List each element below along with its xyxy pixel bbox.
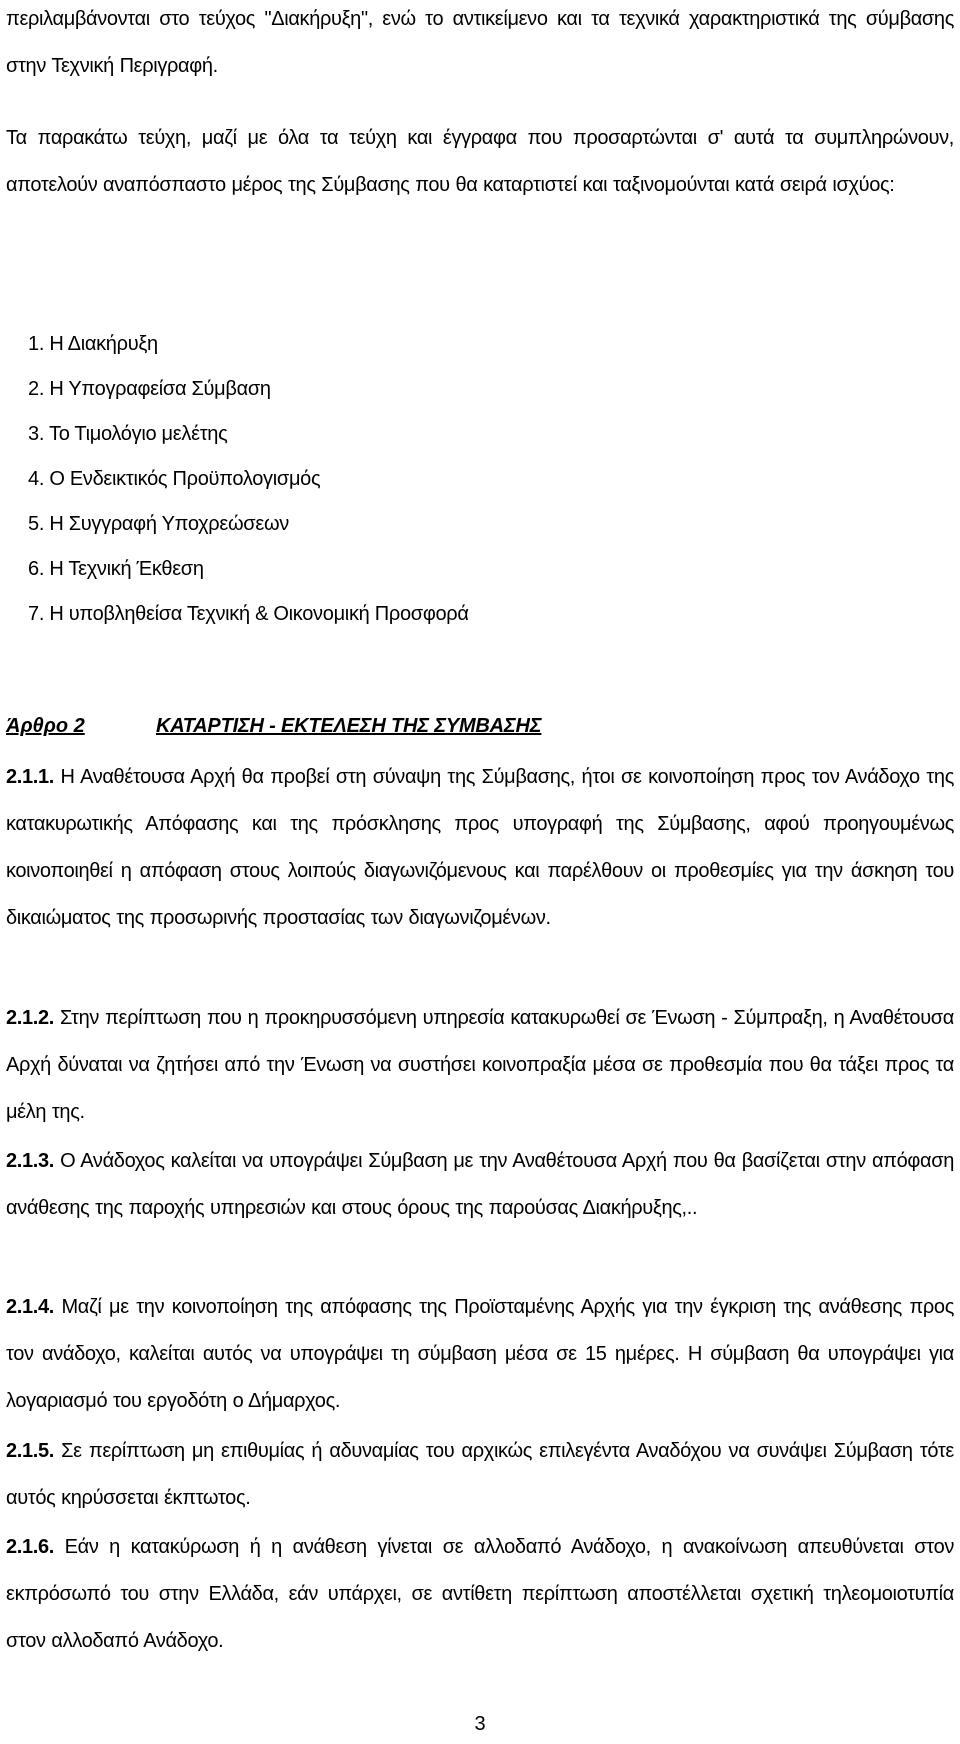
list-item: 1. Η Διακήρυξη [28, 333, 158, 355]
article-label: Άρθρο 2 [6, 715, 85, 737]
clause-text: Εάν η κατακύρωση ή η ανάθεση γίνεται σε αλλοδαπό Ανάδοχο, η ανακοίνωση απευθύνεται στον εκπρόσωπό του στην Ελλάδα, εάν υπάρχει, σε αντίθετη περίπτωση αποστέλλεται σχετική τηλεομοιοτυπία στον αλλοδαπό Ανάδοχο. [6, 1536, 954, 1652]
article-title: ΚΑΤΑΡΤΙΣΗ - ΕΚΤΕΛΕΣΗ ΤΗΣ ΣΥΜΒΑΣΗΣ [156, 715, 542, 737]
list-item: 3. Το Τιμολόγιο μελέτης [28, 423, 228, 445]
clause-2-1-5 [6, 1428, 954, 1522]
list-item: 5. Η Συγγραφή Υποχρεώσεων [28, 513, 289, 535]
clause-text: Ο Ανάδοχος καλείται να υπογράψει Σύμβαση με την Αναθέτουσα Αρχή που θα βασίζεται στην απόφαση ανάθεσης της παροχής υπηρεσιών και στους όρους της παρούσας Διακήρυξης,.. [6, 1150, 954, 1219]
intro-fragment: περιλαμβάνονται στο τεύχος "Διακήρυξη", ενώ το αντικείμενο και τα τεχνικά χαρακτηριστικά της σύμβασης στην Τεχνική Περιγραφή. [6, 8, 954, 77]
page-number: 3 [474, 1713, 486, 1735]
clause-2-1-1 [6, 754, 954, 942]
list-item: 6. Η Τεχνική Έκθεση [28, 558, 204, 580]
clause-number: 2.1.3. [6, 1150, 54, 1172]
clause-text: Η Αναθέτουσα Αρχή θα προβεί στη σύναψη της Σύμβασης, ήτοι σε κοινοποίηση προς τον Ανάδοχο της κατακυρωτικής Απόφασης και της πρόσκλησης προς υπογραφή της Σύμβασης, αφού προηγουμένως κοινοποιηθεί η απόφαση στους λοιπούς διαγωνιζόμενους και παρέλθουν οι προθεσμίες για την άσκηση του δικαιώματος της προσωρινής προστασίας των διαγωνιζομένων. [6, 766, 954, 929]
documents-paragraph: Τα παρακάτω τεύχη, μαζί με όλα τα τεύχη και έγγραφα που προσαρτώνται σ' αυτά τα συμπληρώνουν, αποτελούν αναπόσπαστο μέρος της Σύμβασης που θα καταρτιστεί και ταξινομούνται κατά σειρά ισχύος: [6, 127, 954, 196]
documents-list [28, 322, 469, 637]
clause-number: 2.1.2. [6, 1007, 54, 1029]
article-heading [6, 711, 954, 741]
clause-number: 2.1.4. [6, 1296, 54, 1318]
clause-text: Μαζί με την κοινοποίηση της απόφασης της Προϊσταμένης Αρχής για την έγκριση της ανάθεσης προς τον ανάδοχο, καλείται αυτός να υπογράψει τη σύμβαση μέσα σε 15 ημέρες. Η σύμβαση θα υπογράψει για λογαριασμό του εργοδότη ο Δήμαρχος. [6, 1296, 954, 1412]
list-item: 7. Η υποβληθείσα Τεχνική & Οικονομική Προσφορά [28, 603, 469, 625]
clause-number: 2.1.1. [6, 766, 54, 788]
clause-text: Στην περίπτωση που η προκηρυσσόμενη υπηρεσία κατακυρωθεί σε Ένωση - Σύμπραξη, η Αναθέτουσα Αρχή δύναται να ζητήσει από την Ένωση να συστήσει κοινοπραξία μέσα σε προθεσμία που θα τάξει προς τα μέλη της. [6, 1007, 954, 1123]
clause-2-1-2 [6, 995, 954, 1136]
clause-number: 2.1.5. [6, 1440, 54, 1462]
clause-2-1-6 [6, 1524, 954, 1665]
list-item: 4. Ο Ενδεικτικός Προϋπολογισμός [28, 468, 321, 490]
clause-text: Σε περίπτωση μη επιθυμίας ή αδυναμίας του αρχικώς επιλεγέντα Αναδόχου να συνάψει Σύμβαση τότε αυτός κηρύσσεται έκπτωτος. [6, 1440, 954, 1509]
clause-2-1-3 [6, 1138, 954, 1232]
clause-number: 2.1.6. [6, 1536, 54, 1558]
list-item: 2. Η Υπογραφείσα Σύμβαση [28, 378, 271, 400]
clause-2-1-4 [6, 1284, 954, 1425]
